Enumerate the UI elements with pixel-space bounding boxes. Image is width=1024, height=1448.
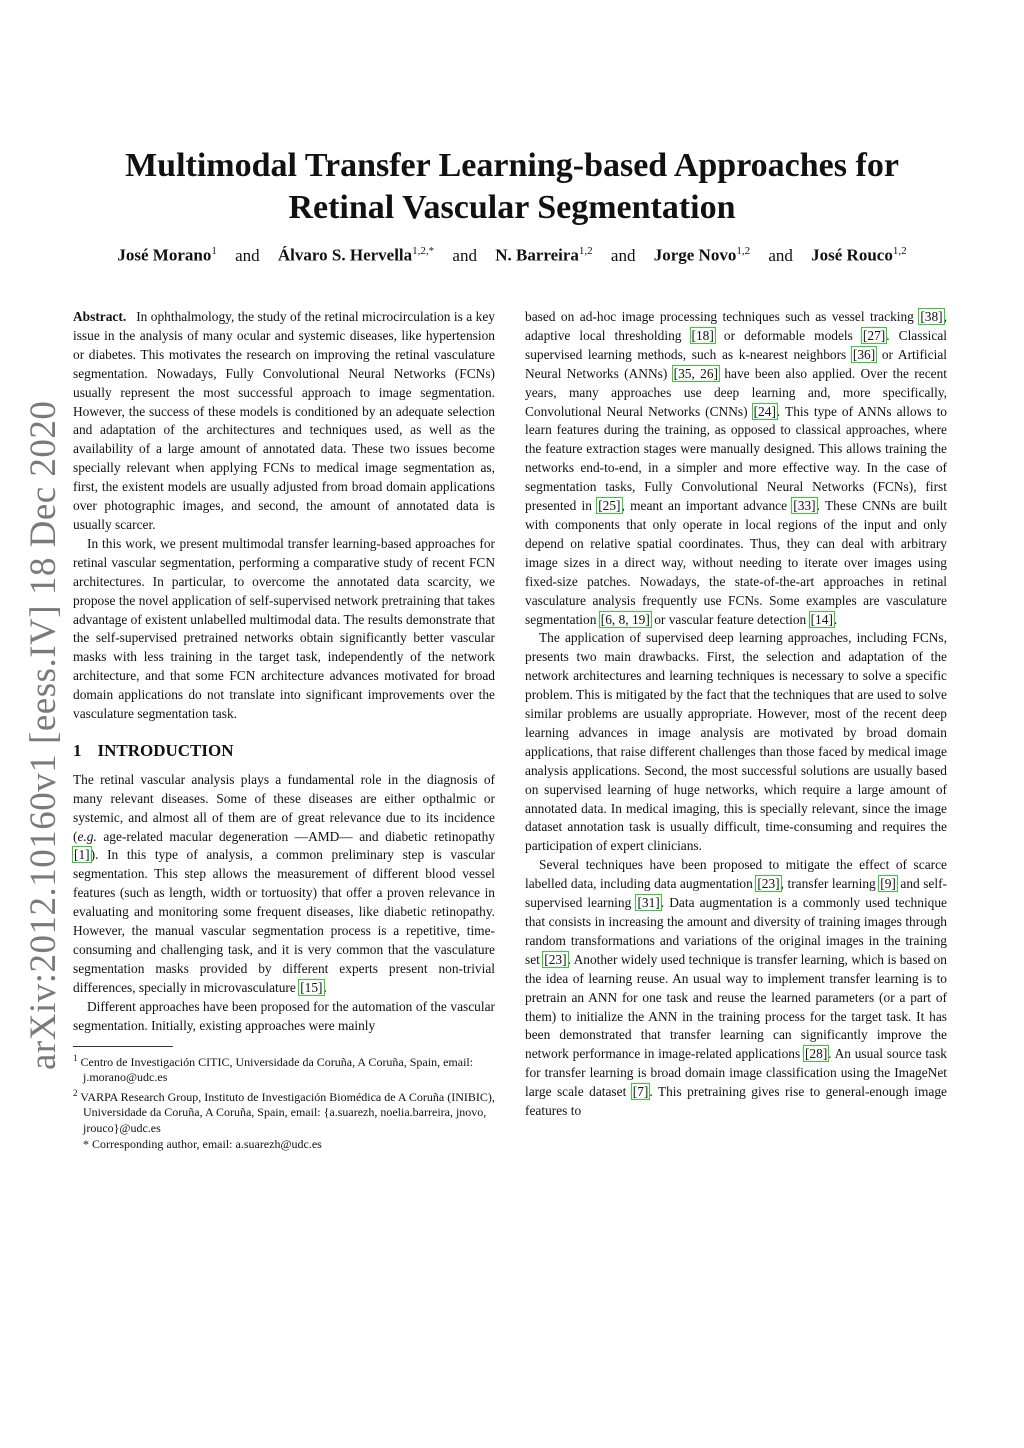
title-line-2: Retinal Vascular Segmentation	[288, 189, 736, 226]
text-run: or Artificial Neural Networks (ANNs)	[525, 346, 947, 381]
text-run: .	[323, 979, 327, 995]
author-name: Jorge Novo	[653, 245, 737, 265]
footnote-rule	[73, 1046, 173, 1047]
citation-link[interactable]: [7]	[632, 1084, 649, 1100]
right-column	[525, 308, 947, 1121]
intro-paragraph-4: The application of supervised deep learning approaches, including FCNs, presents two main drawbacks. First, the selection and adaptation of the network architectures and learning techniques is necessary to solve a specific problem. This is mitigated by the fact that the techniques that are used to solve similar problems are usually appropriate. However, most of the recent deep learning advances in image analysis are motivated by broad domain applications, that raise different challenges than those faced by medical image analysis applications. Second, the most successful solutions are usually based on supervised learning of huge networks, which require a large amount of annotated data. In medical imaging, this is specially relevant, since the image dataset annotation task is usually difficult, time-consuming and requires the participation of expert clinicians.	[525, 630, 947, 854]
text-run: Several techniques have been proposed to mitigate the effect of scarce labelled data, including data augmentation	[525, 857, 947, 892]
author-separator: and	[610, 245, 636, 265]
text-run: age-related macular degeneration —AMD— and diabetic retinopathy	[96, 828, 495, 844]
author-name: N. Barreira	[495, 245, 579, 265]
citation-link[interactable]: [27]	[862, 327, 886, 343]
author-name: Álvaro S. Hervella	[277, 245, 413, 265]
intro-paragraph-5	[525, 856, 947, 1121]
footnote-mark: 1	[73, 1052, 78, 1063]
footnote-corresponding: * Corresponding author, email: a.suarezh@udc.es	[83, 1136, 322, 1151]
text-run: The retinal vascular analysis plays a fundamental role in the diagnosis of many relevant diseases. Some of these diseases are either opthalmic or systemic, and almost all of them are of great relevance due to its incidence (	[73, 771, 495, 844]
section-number: 1	[73, 740, 82, 760]
author-separator: and	[452, 245, 477, 265]
paper-title	[60, 145, 964, 229]
intro-paragraph-2: Different approaches have been proposed for the automation of the vascular segmentation. Initially, existing approaches were mainly	[73, 998, 495, 1033]
citation-link[interactable]: [36]	[852, 346, 876, 362]
author-separator: and	[235, 245, 260, 265]
citation-link[interactable]: [14]	[810, 611, 833, 627]
citation-link[interactable]: [33]	[793, 498, 816, 514]
footnote-1	[73, 1051, 495, 1086]
author-affiliation: 1,2	[892, 245, 907, 257]
text-run: and self-supervised learning	[525, 876, 948, 911]
abstract-paragraph-1	[73, 308, 495, 535]
footnote-mark: 2	[73, 1087, 78, 1098]
text-run: or deformable models	[714, 327, 862, 343]
text-run: . An usual source task for transfer learning is broad domain image classification using the ImageNet large scale dataset	[525, 1046, 947, 1100]
text-run: have been also applied. Over the recent years, many approaches use deep learning and, more specifically, Convolutional Neural Networks (CNNs)	[525, 365, 947, 419]
citation-link[interactable]: [9]	[880, 876, 896, 892]
text-run: . This pretraining gives rise to general-enough image features to	[525, 1084, 947, 1119]
author-affiliation: 1,2,*	[412, 245, 435, 257]
abstract-text-1: In ophthalmology, the study of the retinal microcirculation is a key issue in the analysis of many ocular and systemic diseases, like hypertension or diabetes. This motivates the research on improving the retinal vasculature segmentation. Nowadays, Fully Convolutional Neural Networks (FCNs) usually represent the most successful approach to image segmentation. However, the success of these models is conditioned by an adequate selection and adaptation of the architectures and techniques used, as well as the availability of a large amount of annotated data. These two issues become specially relevant when applying FCNs to medical image segmentation as, first, the existent models are usually adjusted from broad domain applications over photographic images, and second, the amount of annotated data is usually scarcer.	[73, 309, 495, 532]
intro-paragraph-1	[73, 771, 495, 998]
citation-link[interactable]: [31]	[637, 895, 660, 911]
section-title: INTRODUCTION	[97, 740, 234, 760]
citation-link[interactable]: [1]	[74, 847, 90, 863]
citation-link[interactable]: [23]	[544, 951, 567, 967]
author-name: José Morano	[117, 245, 212, 265]
footnote-text: VARPA Research Group, Instituto de Investigación Biomédica de A Coruña (INIBIC), Universidade da Coruña, A Coruña, Spain, email: {a.suarezh, noelia.barreira, jnovo, jrouco}@udc.es	[80, 1089, 495, 1135]
citation-link[interactable]: [18]	[691, 327, 714, 343]
text-run: or vascular feature detection	[650, 611, 810, 627]
abstract-paragraph-2: In this work, we present multimodal transfer learning-based approaches for retinal vascular segmentation, performing a comparative study of recent FCN architectures. In particular, to overcome the annotated data scarcity, we propose the novel application of self-supervised network pretraining that takes advantage of existent unlabelled multimodal data. The results demonstrate that the self-supervised pretrained networks obtain significantly better vascular masks with less training in the target task, independently of the network architecture, and that some FCN architecture advances motivated for broad domain applications do not translate into significant improvements over the vasculature segmentation task.	[73, 535, 495, 722]
text-run: . Data augmentation is a commonly used technique that consists in increasing the amount and diversity of training images through random transformations and variations of the original images in the training set	[525, 895, 947, 967]
text-run: based on ad-hoc image processing techniques such as vessel tracking	[525, 309, 920, 324]
left-column	[73, 308, 495, 1152]
citation-link[interactable]: [38]	[920, 309, 943, 324]
author-affiliation: 1	[211, 245, 217, 257]
author-affiliation: 1,2	[578, 245, 593, 257]
title-line-1: Multimodal Transfer Learning-based Approaches for	[125, 147, 899, 184]
footnote-text: Centro de Investigación CITIC, Universidade da Coruña, A Coruña, Spain, email: j.morano@udc.es	[80, 1054, 474, 1085]
author-affiliation: 1,2	[736, 245, 751, 257]
text-run: . Another widely used technique is transfer learning, which is based on the idea of learning reuse. An usual way to implement transfer learning is to pretrain an ANN for one task and reuse the learned parameters (or a part of them) to initialize the ANN in the training process for the target task. It has been demonstrated that transfer learning can significantly improve the network performance in image-related applications	[525, 951, 947, 1062]
text-run: ). In this type of analysis, a common preliminary step is vascular segmentation. This step allows the measurement of different blood vessel features (such as length, width or tortuosity) that offer a proven relevance in evaluating and monitoring some frequent diseases, like diabetic retinopathy. However, the manual vascular segmentation process is a repetitive, time-consuming and challenging task, and it is very common that the vasculature segmentation masks provided by different experts present non-trivial differences, specially in microvasculature	[73, 847, 495, 995]
intro-paragraph-3	[525, 308, 947, 629]
citation-link[interactable]: [25]	[598, 498, 621, 514]
author-name: José Rouco	[811, 245, 893, 265]
text-run: . These CNNs are built with components that only operate in local regions of the input and only depend on relative spatial coordinates. Thus, they can deal with arbitrary image sizes in a direct way, without needing to iterate over images using fixed-size patches. Nowadays, the state-of-the-art approaches in retinal vasculature analysis frequently use FCNs. Some examples are vasculature segmentation	[525, 498, 947, 627]
arxiv-stamp: arXiv:2012.10160v1 [eess.IV] 18 Dec 2020	[23, 400, 64, 1070]
text-run: . Classical supervised learning methods, such as k-nearest neighbors	[525, 327, 947, 362]
author-separator: and	[768, 245, 793, 265]
text-run: . This type of ANNs allows to learn features during the training, as opposed to classical approaches, where the feature extraction stages were manually designed. This allows training the networks end-to-end, in a simpler and more effective way. In the case of segmentation tasks, Fully Convolutional Neural Networks (FCNs), first presented in	[525, 403, 947, 514]
text-run: , meant an important advance	[621, 498, 793, 514]
citation-link[interactable]: [35, 26]	[673, 365, 718, 381]
citation-link[interactable]: [24]	[753, 403, 776, 419]
section-heading	[73, 742, 495, 761]
text-run: , adaptive local thresholding	[525, 309, 947, 343]
author-list	[40, 245, 984, 266]
citation-link[interactable]: [23]	[757, 876, 780, 892]
abstract-label: Abstract.	[73, 309, 127, 324]
text-run: .	[833, 611, 838, 627]
text-run: , transfer learning	[780, 876, 880, 892]
text-run-italic: e.g.	[77, 828, 97, 844]
footnote-2	[73, 1086, 495, 1137]
citation-link[interactable]: [15]	[300, 979, 323, 995]
citation-link[interactable]: [6, 8, 19]	[600, 611, 650, 627]
citation-link[interactable]: [28]	[804, 1046, 828, 1062]
